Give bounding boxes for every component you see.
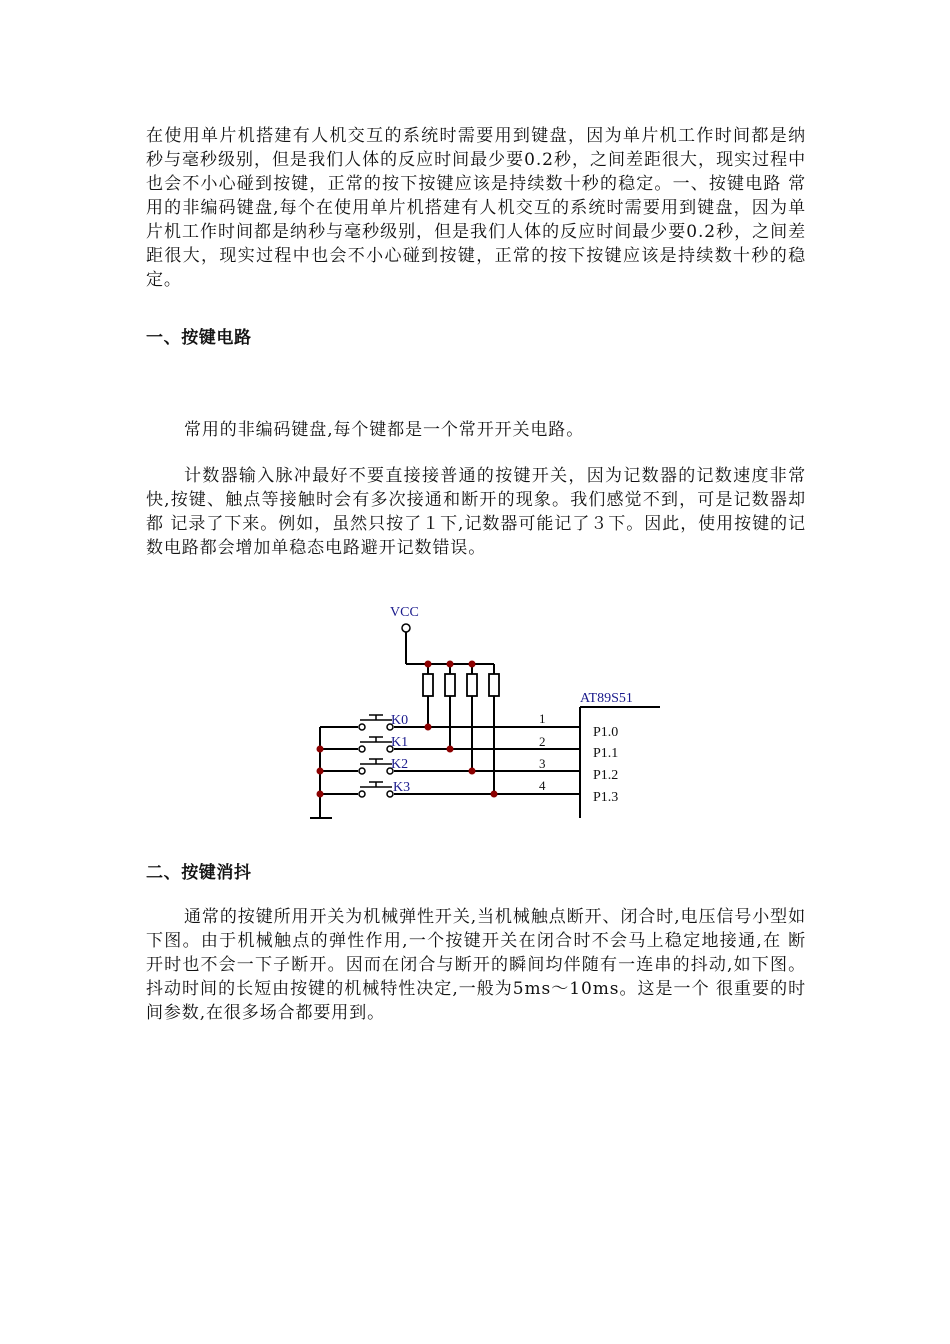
- section-heading-debounce: 二、按键消抖: [146, 863, 252, 883]
- resistor-r2: [445, 674, 455, 696]
- key-label-k1: K1: [391, 735, 409, 750]
- pin-number-2: 2: [539, 734, 546, 749]
- switch-k2: [359, 759, 393, 774]
- key-circuit-schematic: [300, 596, 670, 822]
- intro-paragraph: 在使用单片机搭建有人机交互的系统时需要用到键盘，因为单片机工作时间都是纳秒与毫秒级别，但是我们人体的反应时间最少要0.2秒，之间差距很大，现实过程中也会不小心碰到按键，正常的按下按键应该是持续数十秒的稳定。一、按键电路 常用的非编码键盘,每个在使用单片机搭建有人机交互的系统时需要用到键盘，因为单片机工作时间都是纳秒与毫秒级别，但是我们人体的反应时间最少要0.2秒，之间差距很大，现实过程中也会不小心碰到按键，正常的按下按键应该是持续数十秒的稳定。: [146, 126, 806, 290]
- pin-label-p1-1: P1.1: [593, 746, 619, 761]
- paragraph-counter-input: 计数器输入脉冲最好不要直接接普通的按键开关，因为记数器的记数速度非常快,按键、触点等接触时会有多次接通和断开的现象。我们感觉不到，可是记数器却都 记录了下来。例如，虽然只按了１下,记数器可能记了３下。因此，使用按键的记数电路都会增加单稳态电路避开记数错误。: [146, 466, 806, 558]
- vcc-terminal: [402, 624, 410, 632]
- pin-number-4: 4: [539, 778, 546, 793]
- pin-label-p1-2: P1.2: [593, 768, 619, 783]
- chip-label: AT89S51: [580, 691, 633, 706]
- key-label-k2: K2: [391, 757, 409, 772]
- paragraph-non-encoded-keyboard: 常用的非编码键盘,每个键都是一个常开开关电路。: [184, 420, 585, 440]
- schematic-wires: [310, 624, 660, 818]
- pin-label-p1-3: P1.3: [593, 790, 619, 805]
- switch-k1: [359, 737, 393, 752]
- section-heading-key-circuit: 一、按键电路: [146, 328, 252, 348]
- key-label-k0: K0: [391, 713, 409, 728]
- switch-k0: [359, 715, 393, 730]
- pin-number-3: 3: [539, 756, 546, 771]
- pin-label-p1-0: P1.0: [593, 725, 619, 740]
- paragraph-mechanical-switch: 通常的按键所用开关为机械弹性开关,当机械触点断开、闭合时,电压信号小型如下图。由于机械触点的弹性作用,一个按键开关在闭合时不会马上稳定地接通,在 断开时也不会一下子断开。因而在闭合与断开的瞬间均伴随有一连串的抖动,如下图。抖动时间的长短由按键的机械特性决定,一般为5ms～10ms。这是一个 很重要的时间参数,在很多场合都要用到。: [146, 907, 806, 1023]
- vcc-label: VCC: [390, 605, 419, 620]
- resistor-r4: [489, 674, 499, 696]
- switch-k3: [359, 782, 393, 797]
- key-label-k3: K3: [393, 780, 411, 795]
- pin-number-1: 1: [539, 711, 546, 726]
- resistor-r1: [423, 674, 433, 696]
- resistor-r3: [467, 674, 477, 696]
